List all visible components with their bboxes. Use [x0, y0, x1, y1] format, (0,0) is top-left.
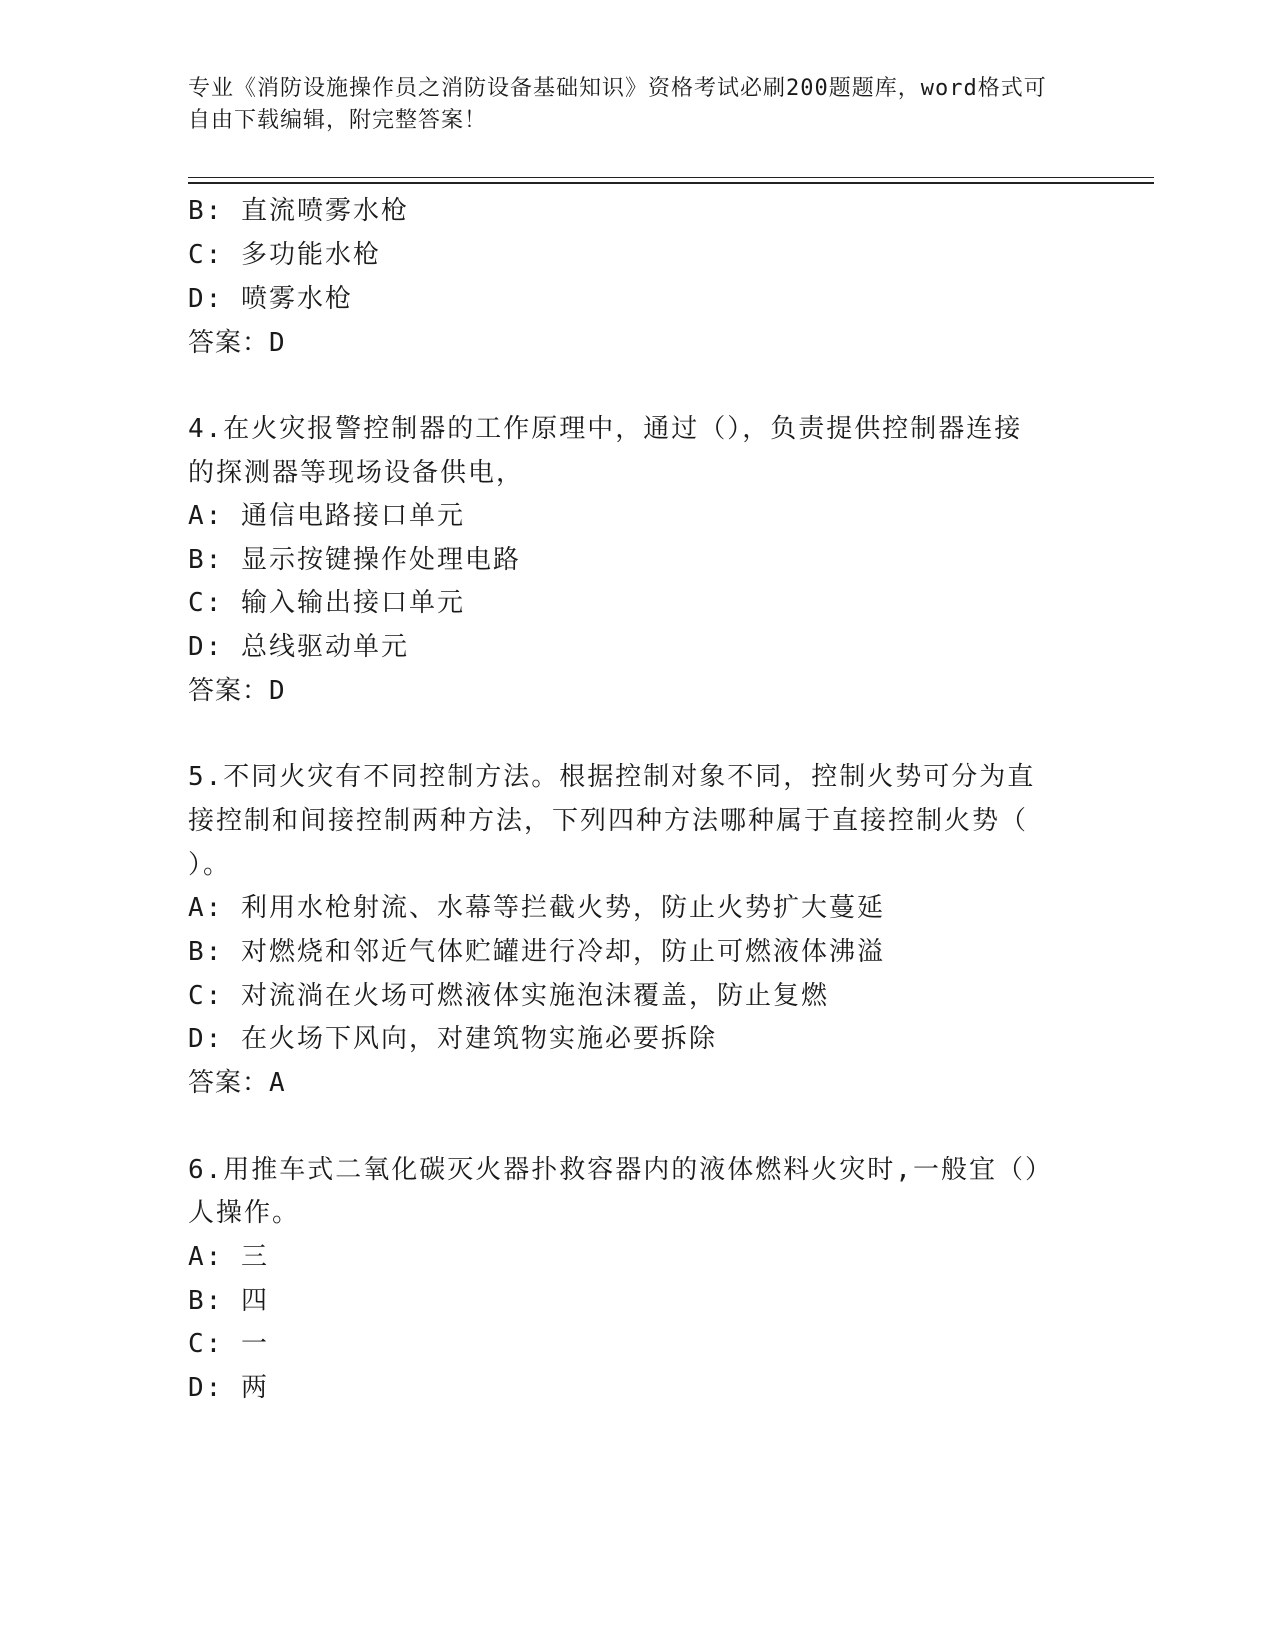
q4-option-b: B: 显示按键操作处理电路 — [188, 545, 521, 575]
q6-stem-line-2: 人操作。 — [188, 1198, 301, 1228]
q5-option-d: D: 在火场下风向，对建筑物实施必要拆除 — [188, 1024, 717, 1054]
q6-option-b: B: 四 — [188, 1286, 269, 1316]
q5-stem-line-1: 5.不同火灾有不同控制方法。根据控制对象不同，控制火势可分为直 — [188, 762, 1036, 792]
q4-option-d: D: 总线驱动单元 — [188, 632, 409, 662]
header-rule-thin — [188, 177, 1154, 178]
q3-option-d: D: 喷雾水枪 — [188, 284, 353, 314]
q4-answer: 答案：D — [188, 676, 286, 706]
q4-stem-line-2: 的探测器等现场设备供电， — [188, 458, 525, 488]
q5-option-b: B: 对燃烧和邻近气体贮罐进行冷却，防止可燃液体沸溢 — [188, 937, 885, 967]
q4-option-c: C: 输入输出接口单元 — [188, 588, 465, 618]
q5-answer: 答案：A — [188, 1068, 286, 1098]
document-header: 专业《消防设施操作员之消防设备基础知识》资格考试必刷200题题库，word格式可自由下载编辑，附完整答案！ — [188, 76, 1047, 133]
q6-stem-line-1: 6.用推车式二氧化碳灭火器扑救容器内的液体燃料火灾时,一般宜（） — [188, 1155, 1053, 1185]
q5-option-c: C: 对流淌在火场可燃液体实施泡沫覆盖，防止复燃 — [188, 981, 829, 1011]
q3-option-b: B: 直流喷雾水枪 — [188, 196, 409, 226]
q3-answer: 答案：D — [188, 328, 286, 358]
q4-option-a: A: 通信电路接口单元 — [188, 501, 465, 531]
q5-stem-line-3: ）。 — [188, 850, 232, 880]
q3-option-c: C: 多功能水枪 — [188, 240, 381, 270]
q5-option-a: A: 利用水枪射流、水幕等拦截火势，防止火势扩大蔓延 — [188, 893, 885, 923]
q4-stem-line-1: 4.在火灾报警控制器的工作原理中，通过（），负责提供控制器连接 — [188, 414, 1023, 444]
header-rule-thick — [188, 182, 1154, 184]
q5-stem-line-2: 接控制和间接控制两种方法，下列四种方法哪种属于直接控制火势（ — [188, 806, 1029, 836]
q6-option-c: C: 一 — [188, 1329, 269, 1359]
q6-option-d: D: 两 — [188, 1373, 269, 1403]
q6-option-a: A: 三 — [188, 1242, 269, 1272]
